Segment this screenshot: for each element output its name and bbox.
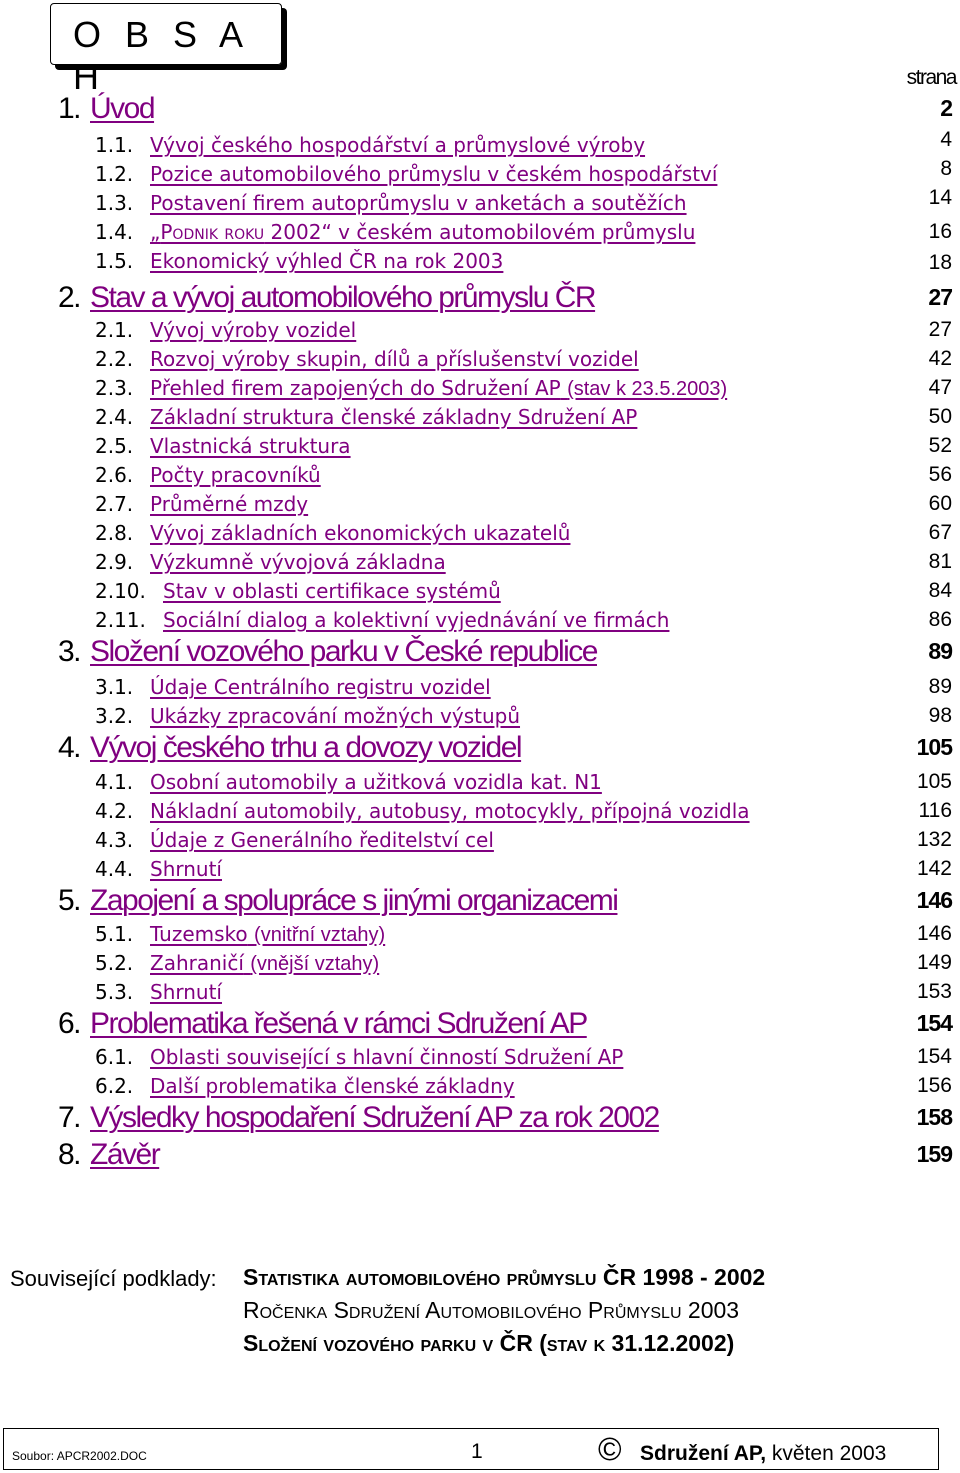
toc-s4-2-num: 4.2. (95, 799, 134, 823)
toc-s8-page: 159 (916, 1141, 952, 1167)
toc-s2-2-page: 42 (928, 347, 952, 370)
copyright-icon: © (598, 1431, 622, 1467)
toc-s2-3-link[interactable] (150, 376, 727, 401)
toc-s2-1-page: 27 (928, 318, 952, 341)
toc-s4-page: 105 (916, 734, 952, 760)
toc-s5-link[interactable]: Zapojení a spolupráce s jinými organizacemi (90, 884, 618, 917)
toc-s2-9-link[interactable]: Výzkumně vývojová základna (150, 550, 446, 574)
toc-s2-4-page: 50 (928, 405, 952, 428)
toc-s2-num: 2. (58, 281, 81, 314)
toc-s2-3-suffix: (stav k 23.5.2003) (567, 378, 728, 400)
toc-s6-1-page: 154 (916, 1045, 952, 1068)
toc-s3-2-num: 3.2. (95, 704, 134, 728)
toc-s2-6-page: 56 (928, 463, 952, 486)
toc-s8-link[interactable]: Závěr (90, 1138, 160, 1171)
toc-s2-10-link[interactable]: Stav v oblasti certifikace systémů (163, 579, 501, 603)
toc-s2-2-link[interactable]: Rozvoj výroby skupin, dílů a příslušenství vozidel (150, 347, 639, 371)
footer-org-name: Sdružení AP, (640, 1442, 767, 1465)
footer-page-number: 1 (471, 1440, 483, 1463)
toc-s6-1-link[interactable]: Oblasti související s hlavní činností Sdružení AP (150, 1045, 624, 1069)
toc-s8-num: 8. (58, 1138, 81, 1171)
toc-s2-11-num: 2.11. (95, 608, 146, 632)
related-item-rocenka: Ročenka Sdružení Automobilového Průmyslu 2003 (243, 1297, 740, 1323)
toc-s1-page: 2 (940, 95, 952, 121)
toc-s2-1-link[interactable]: Vývoj výroby vozidel (150, 318, 357, 342)
toc-s1-1-num: 1.1. (95, 133, 134, 157)
toc-s4-1-page: 105 (916, 770, 952, 793)
toc-s1-4-page: 16 (928, 220, 952, 243)
toc-s4-3-page: 132 (916, 828, 952, 851)
toc-s3-1-link[interactable]: Údaje Centrálního registru vozidel (150, 675, 491, 699)
toc-s4-4-num: 4.4. (95, 857, 134, 881)
toc-s1-link[interactable]: Úvod (90, 92, 155, 125)
toc-s2-5-num: 2.5. (95, 434, 134, 458)
toc-s5-1-page: 146 (916, 922, 952, 945)
toc-s2-6-num: 2.6. (95, 463, 134, 487)
toc-s5-2-suffix: (vnější vztahy) (250, 953, 380, 975)
toc-s6-1-num: 6.1. (95, 1045, 134, 1069)
toc-s3-1-num: 3.1. (95, 675, 134, 699)
toc-s2-7-link[interactable]: Průměrné mzdy (150, 492, 309, 516)
toc-s1-1-page: 4 (940, 128, 952, 151)
toc-s2-6-link[interactable]: Počty pracovníků (150, 463, 321, 487)
footer-org (640, 1442, 886, 1466)
toc-s5-2-title: Zahraničí (150, 951, 244, 975)
related-item-statistika: Statistika automobilového průmyslu ČR 1998 - 2002 (243, 1264, 766, 1290)
toc-s3-link[interactable]: Složení vozového parku v České republice (90, 635, 597, 668)
toc-s5-2-num: 5.2. (95, 951, 134, 975)
toc-s6-link[interactable]: Problematika řešená v rámci Sdružení AP (90, 1007, 587, 1040)
toc-s1-3-link[interactable]: Postavení firem autoprůmyslu v anketách a soutěžích (150, 191, 687, 215)
toc-s1-4-num: 1.4. (95, 220, 134, 244)
toc-s2-4-num: 2.4. (95, 405, 134, 429)
toc-s2-page: 27 (928, 284, 952, 310)
toc-s4-2-page: 116 (918, 799, 952, 822)
toc-s2-link[interactable]: Stav a vývoj automobilového průmyslu ČR (90, 281, 596, 314)
toc-s2-8-link[interactable]: Vývoj základních ekonomických ukazatelů (150, 521, 571, 545)
toc-s1-2-num: 1.2. (95, 162, 134, 186)
footer-source-label: Soubor: (12, 1449, 55, 1463)
toc-s2-10-num: 2.10. (95, 579, 146, 603)
toc-s5-1-title: Tuzemsko (150, 922, 248, 946)
toc-s5-num: 5. (58, 884, 81, 917)
toc-s4-4-link[interactable]: Shrnutí (150, 857, 222, 881)
toc-s6-2-num: 6.2. (95, 1074, 134, 1098)
toc-title-box (50, 3, 282, 97)
toc-s5-2-link[interactable] (150, 951, 379, 976)
toc-s2-8-num: 2.8. (95, 521, 134, 545)
toc-s3-2-page: 98 (928, 704, 952, 727)
toc-s5-2-page: 149 (916, 951, 952, 974)
toc-s7-link[interactable]: Výsledky hospodaření Sdružení AP za rok 2002 (90, 1101, 659, 1134)
toc-s2-3-title: Přehled firem zapojených do Sdružení AP (150, 376, 561, 400)
toc-s2-3-page: 47 (928, 376, 952, 399)
toc-s6-page: 154 (916, 1010, 952, 1036)
toc-s1-5-link[interactable]: Ekonomický výhled ČR na rok 2003 (150, 249, 504, 273)
related-label: Související podklady: (10, 1266, 217, 1291)
footer-date: květen 2003 (771, 1442, 887, 1465)
toc-s5-1-suffix: (vnitřní vztahy) (254, 924, 386, 946)
toc-s1-1-link[interactable]: Vývoj českého hospodářství a průmyslové výroby (150, 133, 646, 157)
toc-s2-11-link[interactable]: Sociální dialog a kolektivní vyjednávání ve firmách (163, 608, 670, 632)
toc-s2-7-page: 60 (928, 492, 952, 515)
toc-s1-4-smallcaps: Podnik roku (160, 220, 265, 244)
toc-s6-2-link[interactable]: Další problematika členské základny (150, 1074, 515, 1098)
toc-s1-5-num: 1.5. (95, 249, 134, 273)
toc-s4-3-num: 4.3. (95, 828, 134, 852)
page-column-label: strana (906, 66, 956, 89)
toc-s2-8-page: 67 (928, 521, 952, 544)
toc-s1-num: 1. (58, 92, 81, 125)
toc-s3-page: 89 (928, 638, 952, 664)
toc-s4-4-page: 142 (916, 857, 952, 880)
toc-s1-5-page: 18 (928, 251, 952, 274)
toc-s4-2-link[interactable]: Nákladní automobily, autobusy, motocykly, přípojná vozidla (150, 799, 750, 823)
toc-s4-1-num: 4.1. (95, 770, 134, 794)
toc-s3-1-page: 89 (928, 675, 952, 698)
toc-s2-9-page: 81 (928, 550, 952, 573)
toc-s4-num: 4. (58, 731, 81, 764)
toc-s5-3-page: 153 (916, 980, 952, 1003)
toc-s6-num: 6. (58, 1007, 81, 1040)
toc-s4-3-link[interactable]: Údaje z Generálního ředitelství cel (150, 828, 494, 852)
toc-s5-1-link[interactable] (150, 922, 385, 947)
toc-s1-4-rest: 2002“ v českém automobilovém průmyslu (264, 220, 696, 244)
toc-s2-9-num: 2.9. (95, 550, 134, 574)
toc-s5-1-num: 5.1. (95, 922, 134, 946)
toc-s2-7-num: 2.7. (95, 492, 134, 516)
toc-s3-2-link[interactable]: Ukázky zpracování možných výstupů (150, 704, 521, 728)
toc-s1-2-link[interactable]: Pozice automobilového průmyslu v českém hospodářství (150, 162, 718, 186)
toc-s2-2-num: 2.2. (95, 347, 134, 371)
toc-s3-num: 3. (58, 635, 81, 668)
toc-s2-10-page: 84 (928, 579, 952, 602)
toc-s4-1-link[interactable]: Osobní automobily a užitková vozidla kat. N1 (150, 770, 602, 794)
toc-s5-3-num: 5.3. (95, 980, 134, 1004)
footer-source-value: APCR2002.DOC (56, 1449, 147, 1463)
toc-s5-3-link[interactable]: Shrnutí (150, 980, 222, 1004)
footer (3, 1428, 939, 1470)
toc-s2-1-num: 2.1. (95, 318, 134, 342)
toc-s4-link[interactable]: Vývoj českého trhu a dovozy vozidel (90, 731, 522, 764)
toc-s7-page: 158 (916, 1104, 952, 1130)
toc-s5-page: 146 (916, 887, 952, 913)
toc-s1-2-page: 8 (940, 157, 952, 180)
toc-s2-4-link[interactable]: Základní struktura členské základny Sdružení AP (150, 405, 638, 429)
toc-s1-4-quote: „ (150, 220, 161, 244)
footer-source (12, 1449, 147, 1463)
toc-s2-3-num: 2.3. (95, 376, 134, 400)
toc-s1-3-num: 1.3. (95, 191, 134, 215)
related-item-slozeni: Složení vozového parku v ČR (stav k 31.12.2002) (243, 1330, 735, 1356)
toc-s6-2-page: 156 (916, 1074, 952, 1097)
toc-s2-11-page: 86 (928, 608, 952, 631)
toc-s2-5-page: 52 (928, 434, 952, 457)
toc-s7-num: 7. (58, 1101, 81, 1134)
toc-s1-3-page: 14 (928, 186, 952, 209)
toc-s2-5-link[interactable]: Vlastnická struktura (150, 434, 351, 458)
toc-s1-4-link[interactable] (150, 220, 695, 244)
toc-title: O B S A H (73, 14, 249, 97)
